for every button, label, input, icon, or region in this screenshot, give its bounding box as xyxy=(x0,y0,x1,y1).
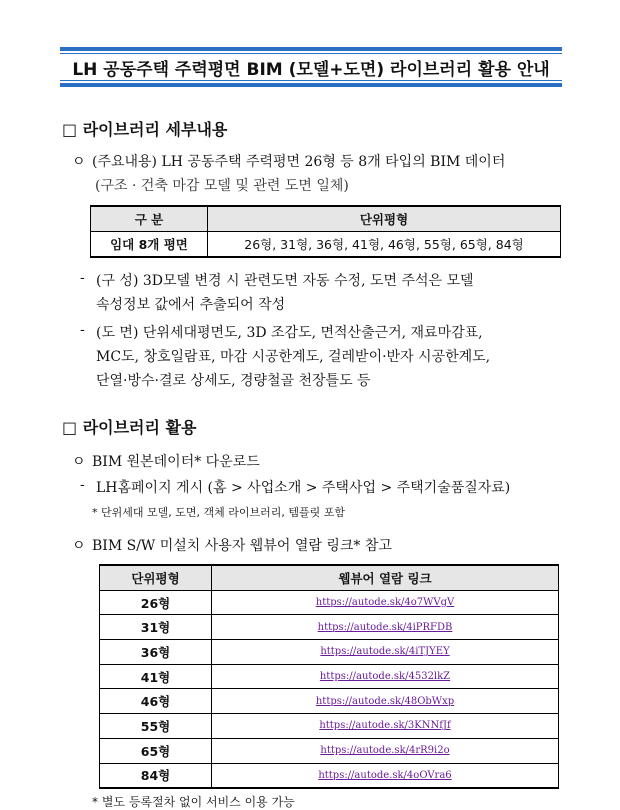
webviewer-link[interactable]: https://autode.sk/4iPRFDB xyxy=(212,615,559,640)
webviewer-link[interactable]: https://autode.sk/4o7WVgV xyxy=(212,590,559,615)
table-header-row xyxy=(100,565,559,590)
section1-heading: □ 라이브러리 세부내용 xyxy=(62,120,228,139)
webviewer-link[interactable]: https://autode.sk/48ObWxp xyxy=(212,689,559,714)
section2-item1-bullet: ㅇ xyxy=(72,454,86,470)
unit-size-cell: 31형 xyxy=(100,615,212,640)
table-row xyxy=(100,738,559,763)
table-row xyxy=(100,640,559,665)
plan-type-table xyxy=(90,205,561,258)
unit-size-cell: 26형 xyxy=(100,590,212,615)
page-title: LH 공동주택 주력평면 BIM (모델+도면) 라이브러리 활용 안내 xyxy=(60,53,562,81)
table-row xyxy=(100,689,559,714)
header-unit-size: 단위평형 xyxy=(208,206,561,232)
section2-item1-note: * 단위세대 모델, 도면, 객체 라이브러리, 템플릿 포함 xyxy=(92,506,345,519)
webviewer-link[interactable]: https://autode.sk/4iTJYEY xyxy=(212,640,559,665)
webviewer-link[interactable]: https://autode.sk/4532lkZ xyxy=(212,664,559,689)
table-row xyxy=(100,664,559,689)
unit-size-cell: 36형 xyxy=(100,640,212,665)
section1-item-bullet: ㅇ xyxy=(72,154,86,170)
row-unit-sizes: 26형, 31형, 36형, 41형, 46형, 55형, 65형, 84형 xyxy=(208,232,561,258)
table-row xyxy=(91,232,561,258)
compose-dash: - xyxy=(80,270,85,286)
unit-size-cell: 65형 xyxy=(100,738,212,763)
webviewer-link-table xyxy=(99,564,559,789)
section2-item1: BIM 원본데이터* 다운로드 xyxy=(92,454,260,470)
table-row xyxy=(100,590,559,615)
header-category: 구 분 xyxy=(91,206,208,232)
table-row xyxy=(100,763,559,788)
unit-size-cell: 84형 xyxy=(100,763,212,788)
drawings-dash: - xyxy=(80,322,85,338)
drawings-line3: 단열·방수·결로 상세도, 경량철골 천장틀도 등 xyxy=(96,373,371,389)
table-row xyxy=(100,615,559,640)
drawings-line2: MC도, 창호일람표, 마감 시공한계도, 걸레받이·반자 시공한계도, xyxy=(96,349,491,365)
webviewer-link[interactable]: https://autode.sk/4rR9i2o xyxy=(212,738,559,763)
webviewer-link[interactable]: https://autode.sk/4oOVra6 xyxy=(212,763,559,788)
unit-size-cell: 55형 xyxy=(100,714,212,739)
header-webviewer-link: 웹뷰어 열람 링크 xyxy=(212,565,559,590)
section2-heading: □ 라이브러리 활용 xyxy=(62,418,197,437)
compose-line2: 속성정보 값에서 추출되어 작성 xyxy=(96,297,286,313)
drawings-line1: (도 면) 단위세대평면도, 3D 조감도, 면적산출근거, 재료마감표, xyxy=(96,325,483,341)
section2-footnote: * 별도 등록절차 없이 서비스 이용 가능 xyxy=(92,795,295,809)
section2-item2-bullet: ㅇ xyxy=(72,538,86,554)
unit-size-cell: 46형 xyxy=(100,689,212,714)
row-category: 임대 8개 평면 xyxy=(91,232,208,258)
unit-size-cell: 41형 xyxy=(100,664,212,689)
section2-item1-sub: LH홈페이지 게시 (홈 > 사업소개 > 주택사업 > 주택기술품질자료) xyxy=(96,480,511,496)
section2-item1-sub-dash: - xyxy=(80,477,85,493)
webviewer-link[interactable]: https://autode.sk/3KNNfJf xyxy=(212,714,559,739)
table-row xyxy=(100,714,559,739)
section2-item2: BIM S/W 미설치 사용자 웹뷰어 열람 링크* 참고 xyxy=(92,538,392,554)
section1-item-line1: (주요내용) LH 공동주택 주력평면 26형 등 8개 타입의 BIM 데이터 xyxy=(92,154,506,170)
compose-line1: (구 성) 3D모델 변경 시 관련도면 자동 수정, 도면 주석은 모델 xyxy=(96,273,474,289)
title-box xyxy=(60,47,562,87)
header-unit-size: 단위평형 xyxy=(100,565,212,590)
table-header-row xyxy=(91,206,561,232)
section1-item-line2: (구조 · 건축 마감 모델 및 관련 도면 일체) xyxy=(95,178,349,194)
